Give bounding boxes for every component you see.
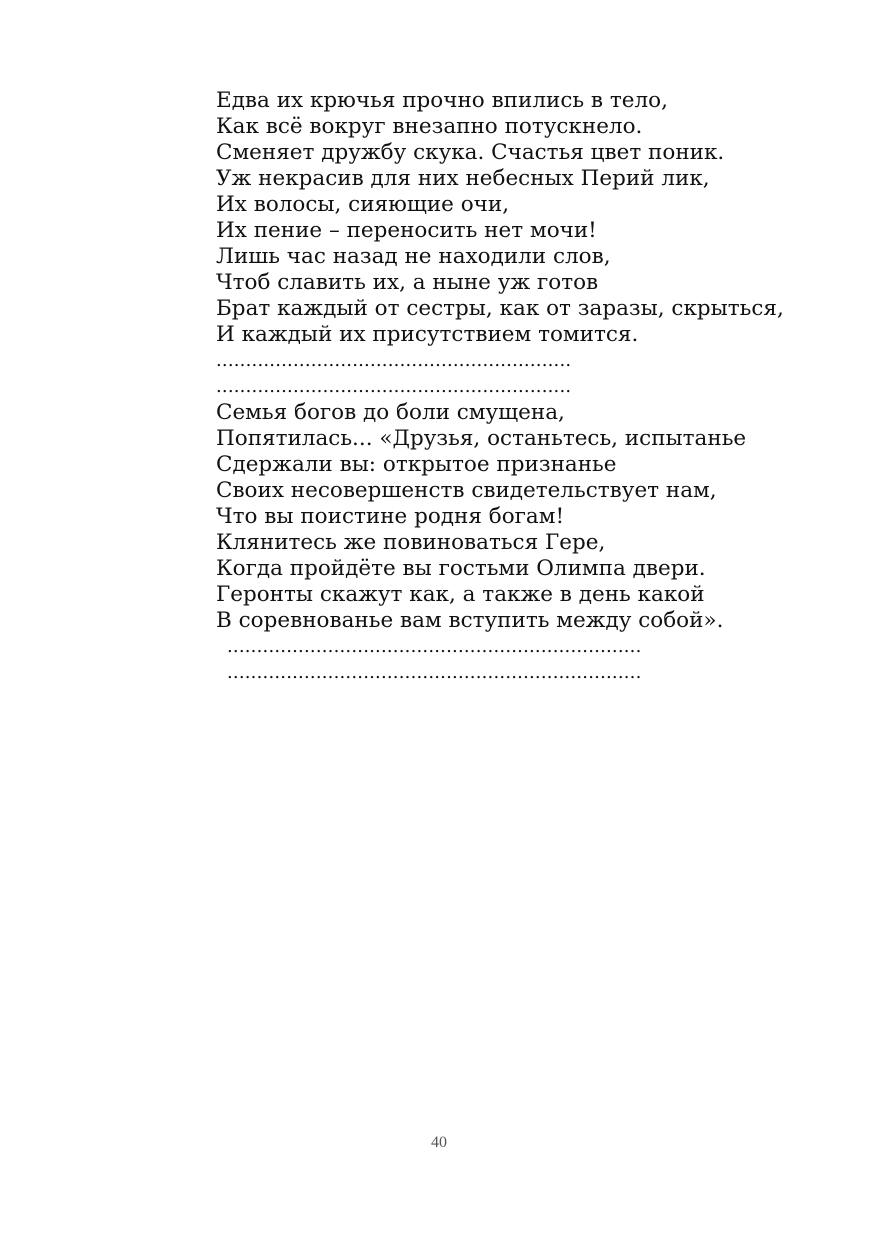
page-number: 40 bbox=[431, 1134, 447, 1151]
poem-text bbox=[216, 88, 836, 686]
poem-line: Геронты скажут как, а также в день какой bbox=[216, 582, 705, 607]
omission-line: ...................................................................... bbox=[227, 636, 642, 657]
poem-line: Их пение – переносить нет мочи! bbox=[216, 218, 597, 243]
omission-line: ............................................................ bbox=[216, 350, 572, 371]
poem-line: И каждый их присутствием томится. bbox=[216, 322, 639, 347]
poem-line: Сдержали вы: открытое признанье bbox=[216, 452, 617, 477]
omission-marks-1 bbox=[216, 348, 836, 400]
poem-line: Что вы поистине родня богам! bbox=[216, 504, 565, 529]
poem-line: Семья богов до боли смущена, bbox=[216, 400, 565, 425]
poem-line: Как всё вокруг внезапно потускнело. bbox=[216, 114, 643, 139]
poem-line: Сменяет дружбу скука. Счастья цвет поник. bbox=[216, 140, 725, 165]
poem-line: Едва их крючья прочно впились в тело, bbox=[216, 88, 668, 113]
poem-line: Клянитесь же повиноваться Гере, bbox=[216, 530, 606, 555]
omission-line: ...................................................................... bbox=[227, 662, 642, 683]
poem-line: Когда пройдёте вы гостьми Олимпа двери. bbox=[216, 556, 706, 581]
poem-line: Их волосы, сияющие очи, bbox=[216, 192, 510, 217]
omission-line: ............................................................ bbox=[216, 376, 572, 397]
poem-line: Своих несовершенств свидетельствует нам, bbox=[216, 478, 717, 503]
poem-line: Лишь час назад не находили слов, bbox=[216, 244, 611, 269]
omission-marks-2 bbox=[216, 634, 836, 686]
poem-line: В соревнованье вам вступить между собой». bbox=[216, 608, 724, 633]
poem-line: Попятилась... «Друзья, останьтесь, испытанье bbox=[216, 426, 747, 451]
stanza-1 bbox=[216, 88, 836, 348]
poem-line: Брат каждый от сестры, как от заразы, скрыться, bbox=[216, 296, 784, 321]
stanza-2 bbox=[216, 400, 836, 634]
poem-line: Чтоб славить их, а ныне уж готов bbox=[216, 270, 599, 295]
poem-line: Уж некрасив для них небесных Перий лик, bbox=[216, 166, 710, 191]
